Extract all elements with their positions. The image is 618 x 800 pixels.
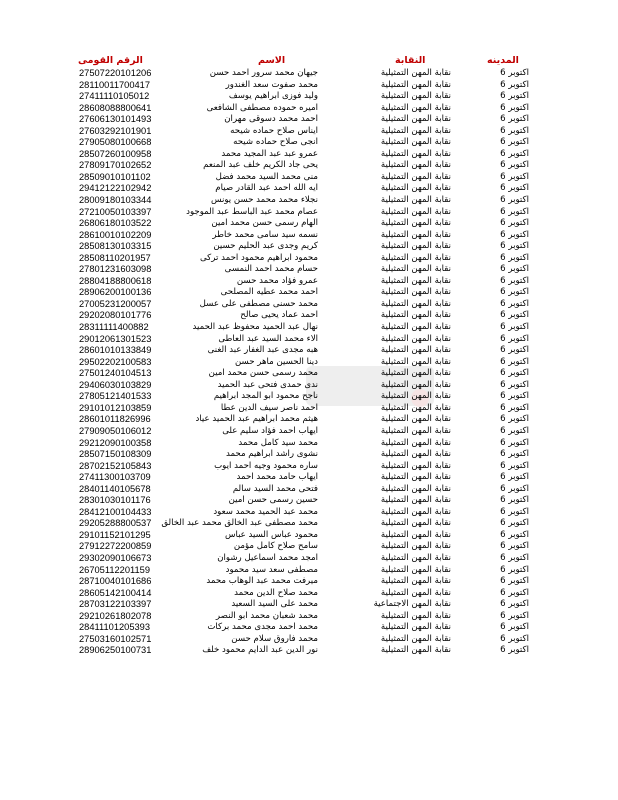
table-row [0, 449, 618, 461]
name-cell: نجلاء محمد محمد حسن يونس [211, 195, 318, 206]
name-cell: ايهاب احمد فؤاد سليم على [222, 425, 318, 436]
city-cell: اكتوبر 6 [500, 356, 529, 367]
national-id-cell: 26705112201159 [79, 564, 151, 575]
city-cell: اكتوبر 6 [500, 472, 529, 483]
city-cell: اكتوبر 6 [500, 195, 529, 206]
union-cell: نقابة المهن التمثيلية [380, 552, 451, 563]
name-cell: محمد رسمى حسن محمد امين [208, 368, 318, 379]
union-cell: نقابة المهن التمثيلية [380, 229, 451, 240]
national-id-cell: 28401140105678 [79, 483, 151, 494]
union-cell: نقابة المهن التمثيلية [380, 345, 451, 356]
union-cell: نقابة المهن التمثيلية [380, 183, 451, 194]
name-cell: مصطفى سعد سيد محمود [225, 564, 318, 575]
union-cell: نقابة المهن التمثيلية [380, 206, 451, 217]
name-cell: نسمه سيد سامى محمد خاطر [212, 229, 318, 240]
city-cell: اكتوبر 6 [500, 599, 529, 610]
city-cell: اكتوبر 6 [500, 148, 529, 159]
national-id-cell: 27501240104513 [79, 368, 152, 379]
union-cell: نقابة المهن التمثيلية [380, 298, 451, 309]
union-cell: نقابة المهن التمثيلية [380, 160, 451, 171]
national-id-cell: 28610010102209 [79, 229, 152, 240]
table-row [0, 622, 618, 634]
header-national-id: الرقم القومى [78, 55, 143, 66]
union-cell: نقابة المهن التمثيلية [380, 137, 451, 148]
union-cell: نقابة المهن التمثيلية [380, 610, 451, 621]
national-id-cell: 28601010133849 [79, 345, 152, 356]
name-cell: ايه الله احمد عبد القادر صيام [215, 183, 318, 194]
table-row [0, 345, 618, 357]
name-cell: هبه مجدى عبد الغفار عبد الغنى [207, 345, 318, 356]
union-cell: نقابة المهن التمثيلية [380, 483, 451, 494]
city-cell: اكتوبر 6 [500, 564, 529, 575]
national-id-cell: 27603292101901 [79, 125, 152, 136]
union-cell: نقابة المهن التمثيلية [380, 587, 451, 598]
name-cell: يحى جاد الكريم خلف عبد المنعم [203, 160, 318, 171]
name-cell: سامح صلاح كامل مؤمن [233, 541, 318, 552]
table-row [0, 183, 618, 195]
national-id-cell: 29406030103829 [79, 379, 152, 390]
union-cell: نقابة المهن التمثيلية [380, 633, 451, 644]
national-id-cell: 28605142100414 [79, 587, 152, 598]
city-cell: اكتوبر 6 [500, 114, 529, 125]
national-id-cell: 27210050103397 [79, 206, 152, 217]
name-cell: عصام محمد عبد الباسط عبد الموجود [186, 206, 318, 217]
city-cell: اكتوبر 6 [500, 310, 529, 321]
city-cell: اكتوبر 6 [500, 645, 529, 656]
name-cell: دينا الحسين ماهر حسن [235, 356, 318, 367]
national-id-cell: 27606130101493 [79, 114, 152, 125]
name-cell: وليد فوزى ابراهيم يوسف [228, 91, 318, 102]
city-cell: اكتوبر 6 [500, 264, 529, 275]
national-id-cell: 27909050106012 [79, 425, 152, 436]
name-cell: احمد محمد عطيه المصلحى [220, 287, 318, 298]
table-row [0, 287, 618, 299]
national-id-cell: 28311111400882 [79, 322, 149, 333]
table-row [0, 218, 618, 230]
name-cell: اميره حموده مصطفى الشافعى [206, 102, 318, 113]
city-cell: اكتوبر 6 [500, 206, 529, 217]
union-cell: نقابة المهن التمثيلية [380, 275, 451, 286]
name-cell: ميرفت محمد عبد الوهاب محمد [206, 576, 318, 587]
table-row [0, 103, 618, 115]
national-id-cell: 28906200100136 [79, 287, 152, 298]
city-cell: اكتوبر 6 [500, 102, 529, 113]
national-id-cell: 27411110105012 [79, 91, 150, 102]
union-cell: نقابة المهن التمثيلية [380, 449, 451, 460]
national-id-cell: 28710040101686 [79, 576, 152, 587]
city-cell: اكتوبر 6 [500, 460, 529, 471]
city-cell: اكتوبر 6 [500, 137, 529, 148]
header-name: الاسم [258, 55, 286, 66]
union-cell: نقابة المهن التمثيلية [380, 460, 451, 471]
national-id-cell: 28608088800641 [79, 102, 152, 113]
national-id-cell: 28703122103397 [79, 599, 152, 610]
name-cell: امجد محمد اسماعيل رشوان [217, 552, 318, 563]
name-cell: احمد محمد دسوقى مهران [224, 114, 318, 125]
name-cell: جيهان محمد سرور احمد حسن [209, 68, 318, 78]
name-cell: نور الدين عبد الدايم محمود خلف [202, 645, 318, 656]
table-row [0, 438, 618, 450]
name-cell: محمود ابراهيم محمود احمد تركى [199, 252, 318, 263]
table-row [0, 207, 618, 219]
table-row [0, 645, 618, 657]
union-cell: نقابة المهن التمثيلية [380, 322, 451, 333]
national-id-cell: 29212090100358 [79, 437, 152, 448]
union-cell: نقابة المهن التمثيلية [380, 576, 451, 587]
national-id-cell: 29302090106673 [79, 552, 152, 563]
city-cell: اكتوبر 6 [500, 587, 529, 598]
table-row [0, 368, 618, 380]
table-row [0, 334, 618, 346]
national-id-cell: 28412100104433 [79, 506, 152, 517]
city-cell: اكتوبر 6 [500, 379, 529, 390]
national-id-cell: 28507150108309 [79, 449, 152, 460]
name-cell: محمد صفوت سعد الغندور [225, 79, 318, 90]
city-cell: اكتوبر 6 [500, 218, 529, 229]
table-row [0, 553, 618, 565]
table-row [0, 160, 618, 172]
table-row [0, 495, 618, 507]
national-id-cell: 29202080101776 [79, 310, 152, 321]
table-row [0, 391, 618, 403]
national-id-cell: 29101012103859 [79, 402, 152, 413]
union-cell: نقابة المهن التمثيلية [380, 541, 451, 552]
national-id-cell: 27809170102652 [79, 160, 152, 171]
union-cell: نقابة المهن التمثيلية [380, 102, 451, 113]
union-cell: نقابة المهن الاجتماعية [373, 599, 451, 610]
national-id-cell: 28508130103315 [79, 241, 152, 252]
name-cell: ايهاب حامد محمد احمد [236, 472, 318, 483]
table-row [0, 276, 618, 288]
name-cell: حسين رسمى حسن امين [228, 495, 318, 506]
union-cell: نقابة المهن التمثيلية [380, 68, 451, 78]
header-union: النقابة [395, 55, 426, 66]
national-id-cell: 28702152105843 [79, 460, 152, 471]
table-row [0, 588, 618, 600]
national-id-cell: 29502202100583 [79, 356, 152, 367]
city-cell: اكتوبر 6 [500, 79, 529, 90]
city-cell: اكتوبر 6 [500, 576, 529, 587]
city-cell: اكتوبر 6 [500, 529, 529, 540]
table-row [0, 80, 618, 92]
national-id-cell: 27507220101206 [79, 68, 152, 78]
union-cell: نقابة المهن التمثيلية [380, 529, 451, 540]
table-row [0, 518, 618, 530]
union-cell: نقابة المهن التمثيلية [380, 495, 451, 506]
city-cell: اكتوبر 6 [500, 506, 529, 517]
city-cell: اكتوبر 6 [500, 437, 529, 448]
national-id-cell: 28507260100958 [79, 148, 152, 159]
union-cell: نقابة المهن التمثيلية [380, 287, 451, 298]
table-row [0, 126, 618, 138]
name-cell: محمد شعبان محمد ابو النصر [215, 610, 318, 621]
table-row [0, 149, 618, 161]
union-cell: نقابة المهن التمثيلية [380, 645, 451, 656]
table-row [0, 264, 618, 276]
table-row [0, 403, 618, 415]
union-cell: نقابة المهن التمثيلية [380, 91, 451, 102]
city-cell: اكتوبر 6 [500, 252, 529, 263]
union-cell: نقابة المهن التمثيلية [380, 437, 451, 448]
national-id-cell: 27905080100668 [79, 137, 152, 148]
table-row [0, 253, 618, 265]
union-cell: نقابة المهن التمثيلية [380, 622, 451, 633]
national-id-cell: 28009180103344 [79, 195, 152, 206]
name-cell: محمد حسنى مصطفى على عسل [199, 298, 318, 309]
national-id-cell: 29012061301523 [79, 333, 152, 344]
name-cell: محمد فاروق سلام حسن [231, 633, 318, 644]
city-cell: اكتوبر 6 [500, 633, 529, 644]
national-id-cell: 29412122102942 [79, 183, 152, 194]
table-row [0, 172, 618, 184]
national-id-cell: 28508110201957 [79, 252, 151, 263]
table-row [0, 137, 618, 149]
national-id-cell: 27801231603098 [79, 264, 152, 275]
national-id-cell: 29210261802078 [79, 610, 152, 621]
table-row [0, 114, 618, 126]
national-id-cell: 27805121401533 [79, 391, 152, 402]
name-cell: الاء محمد السيد عبد العاطى [218, 333, 318, 344]
national-id-cell: 28804188800618 [79, 275, 152, 286]
union-cell: نقابة المهن التمثيلية [380, 402, 451, 413]
name-cell: فتحى محمد السيد سالم [232, 483, 318, 494]
name-cell: محمود عباس السيد عباس [224, 529, 318, 540]
union-cell: نقابة المهن التمثيلية [380, 391, 451, 402]
city-cell: اكتوبر 6 [500, 610, 529, 621]
name-cell: محمد سيد كامل محمد [238, 437, 318, 448]
name-cell: الهام رسمى حسن محمد امين [211, 218, 318, 229]
national-id-cell: 28110011700417 [79, 79, 151, 90]
table-row [0, 576, 618, 588]
name-cell: عمرو فؤاد محمد حسن [236, 275, 318, 286]
national-id-cell: 27912272200859 [79, 541, 152, 552]
city-cell: اكتوبر 6 [500, 333, 529, 344]
name-cell: عمرو عبد عبد المجيد محمد [221, 148, 318, 159]
union-cell: نقابة المهن التمثيلية [380, 264, 451, 275]
city-cell: اكتوبر 6 [500, 125, 529, 136]
union-cell: نقابة المهن التمثيلية [380, 518, 451, 529]
table-row [0, 426, 618, 438]
city-cell: اكتوبر 6 [500, 171, 529, 182]
union-cell: نقابة المهن التمثيلية [380, 252, 451, 263]
city-cell: اكتوبر 6 [500, 183, 529, 194]
union-cell: نقابة المهن التمثيلية [380, 310, 451, 321]
table-row [0, 414, 618, 426]
union-cell: نقابة المهن التمثيلية [380, 564, 451, 575]
national-id-cell: 27411300103709 [79, 472, 151, 483]
city-cell: اكتوبر 6 [500, 425, 529, 436]
table-row [0, 230, 618, 242]
union-cell: نقابة المهن التمثيلية [380, 79, 451, 90]
city-cell: اكتوبر 6 [500, 414, 529, 425]
union-cell: نقابة المهن التمثيلية [380, 218, 451, 229]
table-row [0, 530, 618, 542]
city-cell: اكتوبر 6 [500, 402, 529, 413]
union-cell: نقابة المهن التمثيلية [380, 506, 451, 517]
national-id-cell: 28301030101176 [79, 495, 151, 506]
union-cell: نقابة المهن التمثيلية [380, 368, 451, 379]
union-cell: نقابة المهن التمثيلية [380, 114, 451, 125]
city-cell: اكتوبر 6 [500, 287, 529, 298]
union-cell: نقابة المهن التمثيلية [380, 472, 451, 483]
union-cell: نقابة المهن التمثيلية [380, 125, 451, 136]
city-cell: اكتوبر 6 [500, 483, 529, 494]
table-row [0, 299, 618, 311]
city-cell: اكتوبر 6 [500, 449, 529, 460]
name-cell: محمد عبد الحميد محمد سعود [213, 506, 318, 517]
table-row [0, 541, 618, 553]
table-row [0, 91, 618, 103]
national-id-cell: 28601011826996 [79, 414, 151, 425]
national-id-cell: 26806180103522 [79, 218, 152, 229]
name-cell: احمد ناصر سيف الدين عطا [220, 402, 318, 413]
name-cell: ناجح محمود ابو المجد ابراهيم [213, 391, 318, 402]
national-id-cell: 29205288800537 [79, 518, 152, 529]
table-row [0, 634, 618, 646]
city-cell: اكتوبر 6 [500, 241, 529, 252]
city-cell: اكتوبر 6 [500, 495, 529, 506]
union-cell: نقابة المهن التمثيلية [380, 379, 451, 390]
name-cell: هيثم محمد ابراهيم عبد الحميد عياد [195, 414, 318, 425]
name-cell: كريم وجدى عبد الحليم حسين [213, 241, 318, 252]
table-row [0, 195, 618, 207]
union-cell: نقابة المهن التمثيلية [380, 425, 451, 436]
table-row [0, 357, 618, 369]
city-cell: اكتوبر 6 [500, 552, 529, 563]
city-cell: اكتوبر 6 [500, 518, 529, 529]
table-row [0, 310, 618, 322]
city-cell: اكتوبر 6 [500, 275, 529, 286]
name-cell: محمد على السيد السعيد [231, 599, 318, 610]
national-id-cell: 28509010101102 [79, 171, 151, 182]
national-id-cell: 28411101205393 [79, 622, 151, 633]
table-row [0, 241, 618, 253]
name-cell: احمد عماد يحيى صالح [240, 310, 318, 321]
city-cell: اكتوبر 6 [500, 345, 529, 356]
table-row [0, 322, 618, 334]
city-cell: اكتوبر 6 [500, 68, 529, 78]
table-row [0, 472, 618, 484]
national-id-cell: 28906250100731 [79, 645, 152, 656]
name-cell: حسام محمد احمد النمسى [224, 264, 318, 275]
city-cell: اكتوبر 6 [500, 160, 529, 171]
national-id-cell: 27503160102571 [79, 633, 152, 644]
city-cell: اكتوبر 6 [500, 91, 529, 102]
name-cell: ايناس صلاح حماده شيحه [230, 125, 318, 136]
city-cell: اكتوبر 6 [500, 322, 529, 333]
union-cell: نقابة المهن التمثيلية [380, 195, 451, 206]
table-row [0, 507, 618, 519]
name-cell: انجى صلاح حماده شيحه [233, 137, 318, 148]
name-cell: محمد احمد مجدى محمد بركات [207, 622, 318, 633]
table-row [0, 565, 618, 577]
national-id-cell: 27005231200057 [79, 298, 152, 309]
name-cell: نشوى راشد ابراهيم محمد [225, 449, 318, 460]
name-cell: محمد صلاح الدين محمد [234, 587, 318, 598]
name-cell: منى محمد السيد محمد فضل [215, 171, 318, 182]
table-row [0, 484, 618, 496]
national-id-cell: 29101152101295 [79, 529, 151, 540]
header-city: المدينه [487, 55, 519, 66]
city-cell: اكتوبر 6 [500, 622, 529, 633]
table-row [0, 380, 618, 392]
union-cell: نقابة المهن التمثيلية [380, 171, 451, 182]
table-row [0, 461, 618, 473]
table-row [0, 611, 618, 623]
table-row [0, 599, 618, 611]
union-cell: نقابة المهن التمثيلية [380, 148, 451, 159]
name-cell: محمد مصطفى عبد الخالق محمد عبد الخالق [161, 518, 318, 529]
city-cell: اكتوبر 6 [500, 541, 529, 552]
name-cell: نهال عبد الحميد محفوظ عبد الحميد [192, 322, 318, 333]
table-row [0, 68, 618, 80]
union-cell: نقابة المهن التمثيلية [380, 241, 451, 252]
union-cell: نقابة المهن التمثيلية [380, 356, 451, 367]
members-table [0, 68, 618, 657]
city-cell: اكتوبر 6 [500, 298, 529, 309]
city-cell: اكتوبر 6 [500, 391, 529, 402]
city-cell: اكتوبر 6 [500, 229, 529, 240]
union-cell: نقابة المهن التمثيلية [380, 414, 451, 425]
name-cell: ساره محمود وجيه احمد ايوب [214, 460, 318, 471]
city-cell: اكتوبر 6 [500, 368, 529, 379]
name-cell: ندى حمدى فتحى عبد الحميد [217, 379, 318, 390]
union-cell: نقابة المهن التمثيلية [380, 333, 451, 344]
